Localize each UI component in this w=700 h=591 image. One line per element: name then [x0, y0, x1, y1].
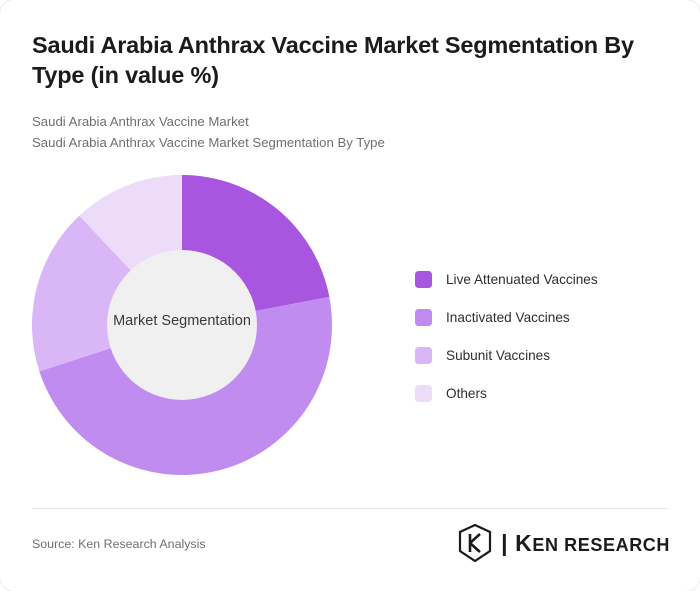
- legend-swatch-icon: [415, 271, 432, 288]
- brand-logo: [458, 524, 670, 562]
- legend-swatch-icon: [415, 385, 432, 402]
- legend-label: Others: [446, 385, 487, 401]
- legend-swatch-icon: [415, 347, 432, 364]
- donut-center-label: Market Segmentation: [113, 313, 251, 329]
- legend-swatch-icon: [415, 309, 432, 326]
- legend-label: Live Attenuated Vaccines: [446, 271, 598, 287]
- subtitle-line-2: Saudi Arabia Anthrax Vaccine Market Segmentation By Type: [32, 134, 385, 150]
- chart-area: [0, 165, 700, 495]
- ken-research-logo-icon: [458, 524, 492, 562]
- legend-label: Inactivated Vaccines: [446, 309, 570, 325]
- legend-item[interactable]: [415, 336, 675, 374]
- donut-chart: [32, 175, 332, 475]
- legend-item[interactable]: [415, 374, 675, 412]
- brand-name-rest: EN RESEARCH: [532, 534, 670, 555]
- footer-divider: [32, 508, 668, 509]
- page-title: Saudi Arabia Anthrax Vaccine Market Segmentation By Type (in value %): [32, 32, 634, 89]
- subtitle-line-1: Saudi Arabia Anthrax Vaccine Market: [32, 114, 249, 129]
- legend-label: Subunit Vaccines: [446, 347, 551, 363]
- brand-name: [501, 530, 670, 557]
- source-note: Source: Ken Research Analysis: [32, 537, 206, 551]
- legend-item[interactable]: [415, 298, 675, 336]
- legend-item[interactable]: [415, 260, 675, 298]
- brand-separator: |: [501, 529, 509, 556]
- brand-name-k: K: [515, 529, 533, 556]
- chart-legend: [415, 260, 675, 412]
- subtitle-block: [32, 112, 652, 154]
